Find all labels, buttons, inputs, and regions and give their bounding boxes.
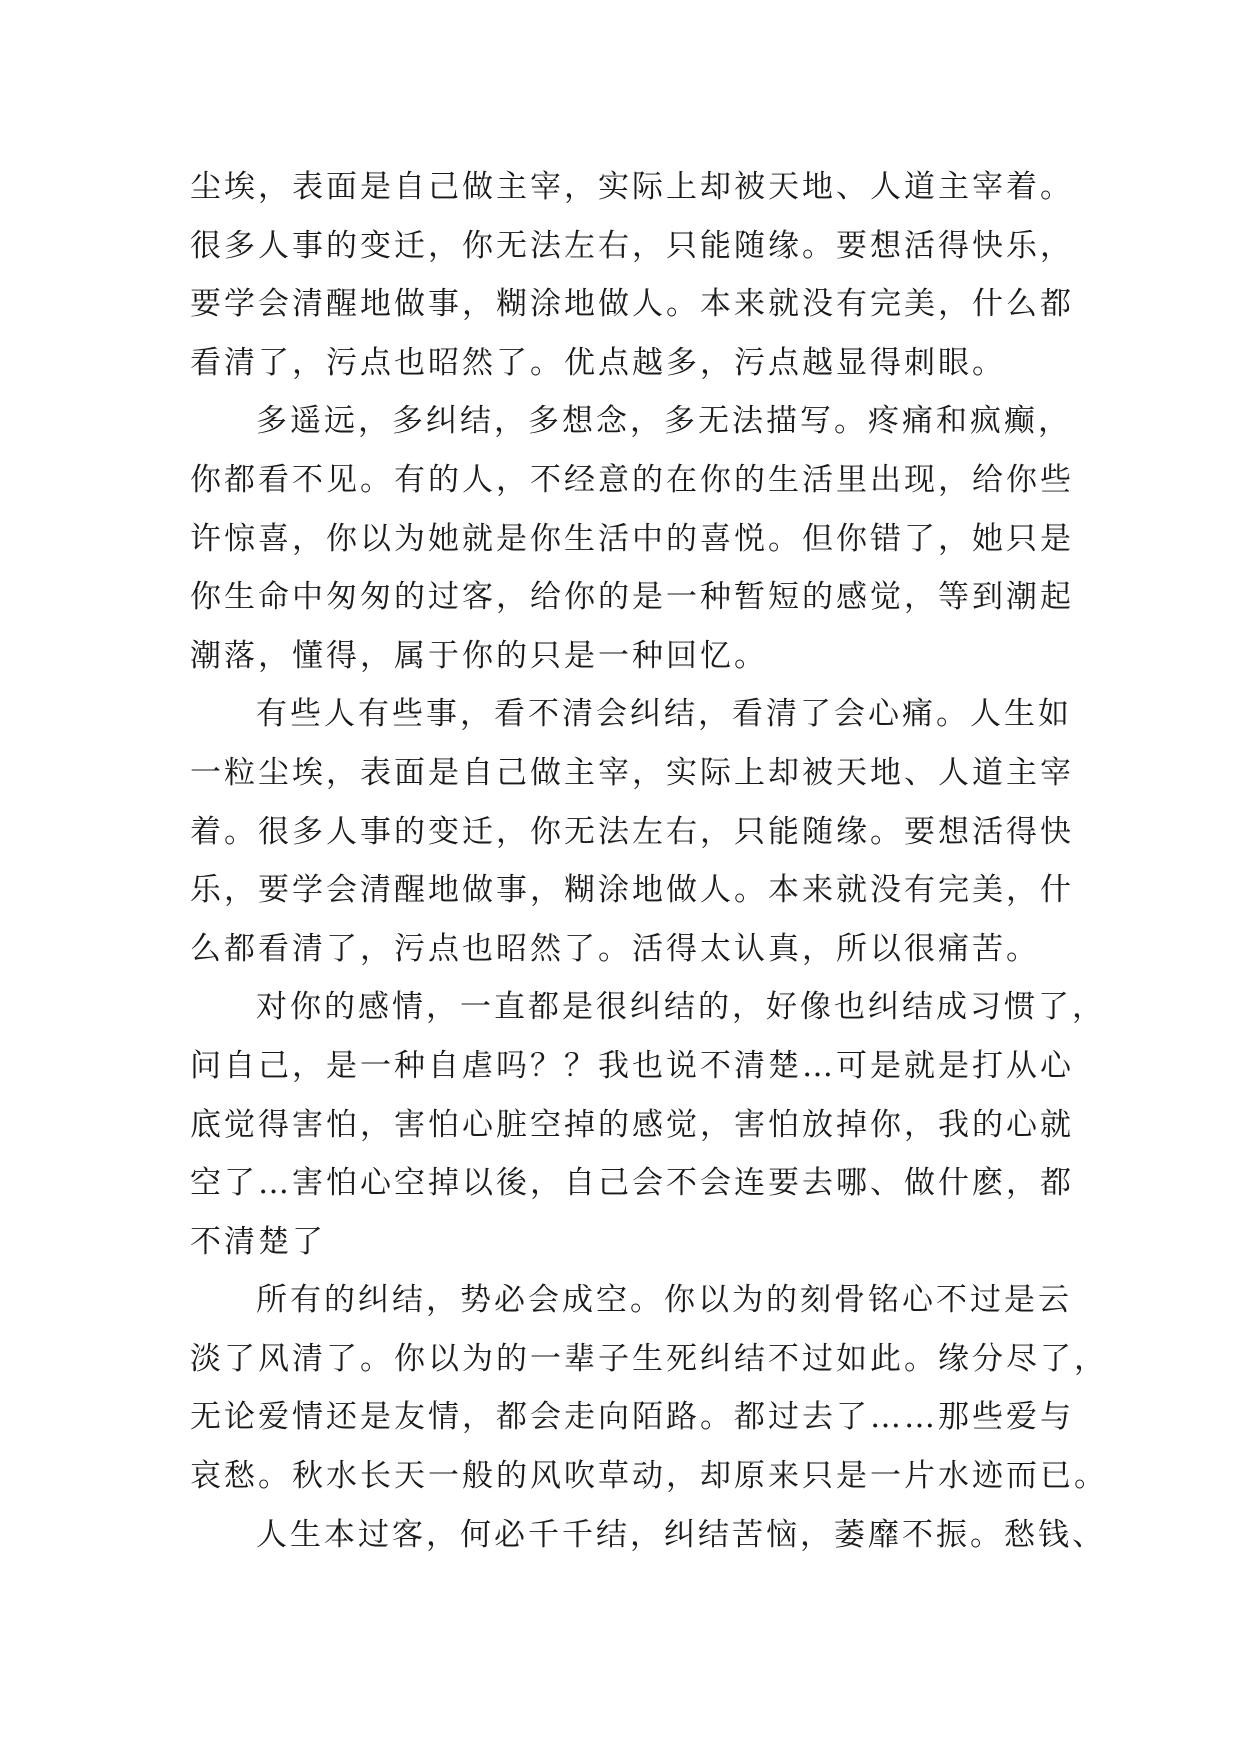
text-line: 么都看清了，污点也昭然了。活得太认真，所以很痛苦。 (190, 930, 1040, 967)
paragraph (190, 685, 1074, 978)
paragraph (190, 1506, 1106, 1565)
text-line: 潮落，懂得，属于你的只是一种回忆。 (190, 637, 768, 674)
text-line: 淡了风清了。你以为的一辈子生死纠结不过如此。缘分尽了， (190, 1340, 1108, 1377)
text-line: 要学会清醒地做事，糊涂地做人。本来就没有完美，什么都 (190, 286, 1074, 323)
text-line: 人生本过客，何必千千结，纠结苦恼，萎靡不振。愁钱、 (256, 1516, 1106, 1553)
paragraph (190, 158, 1074, 392)
text-line: 无论爱情还是友情，都会走向陌路。都过去了……那些爱与 (190, 1399, 1074, 1436)
text-line: 一粒尘埃，表面是自己做主宰，实际上却被天地、人道主宰 (190, 754, 1074, 791)
text-line: 很多人事的变迁，你无法左右，只能随缘。要想活得快乐， (190, 227, 1074, 264)
text-line: 所有的纠结，势必会成空。你以为的刻骨铭心不过是云 (256, 1282, 1072, 1319)
text-line: 哀愁。秋水长天一般的风吹草动，却原来只是一片水迹而已。 (190, 1458, 1108, 1495)
text-line: 不清楚了 (190, 1223, 326, 1260)
text-line: 对你的感情，一直都是很纠结的，好像也纠结成习惯了， (256, 989, 1106, 1026)
text-line: 着。很多人事的变迁，你无法左右，只能随缘。要想活得快 (190, 813, 1074, 850)
text-line: 多遥远，多纠结，多想念，多无法描写。疼痛和疯癫， (256, 403, 1072, 440)
document-body (190, 158, 1108, 1564)
text-line: 尘埃，表面是自己做主宰，实际上却被天地、人道主宰着。 (190, 169, 1074, 205)
text-line: 问自己，是一种自虐吗？？我也说不清楚…可是就是打从心 (190, 1047, 1074, 1084)
text-line: 乐，要学会清醒地做事，糊涂地做人。本来就没有完美，什 (190, 872, 1074, 909)
text-line: 你生命中匆匆的过客，给你的是一种暂短的感觉，等到潮起 (190, 579, 1074, 616)
text-line: 你都看不见。有的人，不经意的在你的生活里出现，给你些 (190, 461, 1074, 498)
paragraph (190, 1271, 1108, 1505)
text-line: 底觉得害怕，害怕心脏空掉的感觉，害怕放掉你，我的心就 (190, 1106, 1074, 1143)
text-line: 有些人有些事，看不清会纠结，看清了会心痛。人生如 (256, 696, 1072, 733)
paragraph (190, 392, 1074, 685)
text-line: 看清了，污点也昭然了。优点越多，污点越显得刺眼。 (190, 344, 1006, 381)
text-line: 许惊喜，你以为她就是你生活中的喜悦。但你错了，她只是 (190, 520, 1074, 557)
text-line: 空了…害怕心空掉以後，自己会不会连要去哪、做什麽，都 (190, 1165, 1074, 1202)
paragraph (190, 978, 1106, 1271)
